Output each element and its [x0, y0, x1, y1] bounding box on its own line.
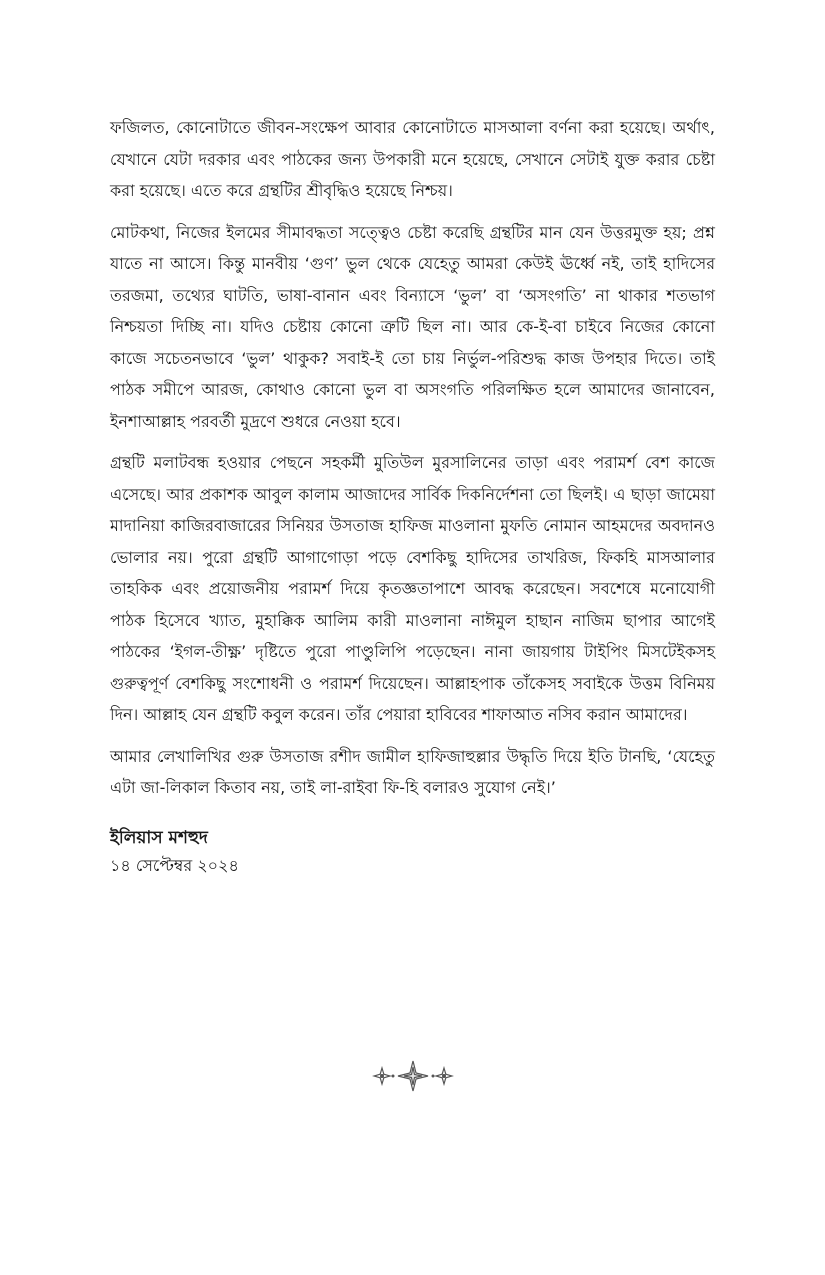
paragraph-3: গ্রন্থটি মলাটবন্ধ হওয়ার পেছনে সহকর্মী মুতিউল মুরসালিনের তাড়া এবং পরামর্শ বেশ কাজে এসেছে। আর প্রকাশক আবুল কালাম আজাদের সার্বিক দিকনির্দেশনা তো ছিলই। এ ছাড়া জামেয়া মাদানিয়া কাজিরবাজারের সিনিয়র উসতাজ হাফিজ মাওলানা মুফতি নোমান আহমদের অবদানও ভোলার নয়। পুরো গ্রন্থটি আগাগোড়া পড়ে বেশকিছু হাদিসের তাখরিজ, ফিকহি মাসআলার তাহকিক এবং প্রয়োজনীয় পরামর্শ দিয়ে কৃতজ্ঞতাপাশে আবদ্ধ করেছেন। সবশেষে মনোযোগী পাঠক হিসেবে খ্যাত, মুহাক্কিক আলিম কারী মাওলানা নাঈমুল হাছান নাজিম ছাপার আগেই পাঠকের ‘ইগল-তীক্ষ্ণ’ দৃষ্টিতে পুরো পাণ্ডুলিপি পড়েছেন। নানা জায়গায় টাইপিং মিসটেইকসহ গুরুত্বপূর্ণ বেশকিছু সংশোধনী ও পরামর্শ দিয়েছেন। আল্লাহপাক তাঁকেসহ সবাইকে উত্তম বিনিময় দিন। আল্লাহ যেন গ্রন্থটি কবুল করেন। তাঁর পেয়ারা হাবিবের শাফাআত নসিব করান আমাদের।	[110, 453, 715, 724]
paragraph-1: ফজিলত, কোনোটাতে জীবন-সংক্ষেপ আবার কোনোটাতে মাসআলা বর্ণনা করা হয়েছে। অর্থাৎ, যেখানে যেটা দরকার এবং পাঠকের জন্য উপকারী মনে হয়েছে, সেখানে সেটাই যুক্ত করার চেষ্টা করা হয়েছে। এতে করে গ্রন্থটির শ্রীবৃদ্ধিও হয়েছে নিশ্চয়।	[110, 118, 715, 200]
author-name: ইলিয়াস মশহুদ	[110, 827, 208, 848]
paragraph-2: মোটকথা, নিজের ইলমের সীমাবদ্ধতা সত্ত্বেও চেষ্টা করেছি গ্রন্থটির মান যেন উত্তরমুক্ত হয়; প্রশ্ন যাতে না আসে। কিন্তু মানবীয় ‘গুণ’ ভুল থেকে যেহেতু আমরা কেউই ঊর্ধ্বে নই, তাই হাদিসের তরজমা, তথ্যের ঘাটতি, ভাষা-বানান এবং বিন্যাসে ‘ভুল’ বা ‘অসংগতি’ না থাকার শতভাগ নিশ্চয়তা দিচ্ছি না। যদিও চেষ্টায় কোনো ত্রুটি ছিল না। আর কে-ই-বা চাইবে নিজের কোনো কাজে সচেতনভাবে ‘ভুল’ থাকুক? সবাই-ই তো চায় নির্ভুল-পরিশুদ্ধ কাজ উপহার দিতে। তাই পাঠক সমীপে আরজ, কোথাও কোনো ভুল বা অসংগতি পরিলক্ষিত হলে আমাদের জানাবেন, ইনশাআল্লাহ পরবর্তী মুদ্রণে শুধরে নেওয়া হবে।	[110, 222, 715, 431]
diamond-star-ornament-icon	[372, 1058, 454, 1094]
signature-date: ১৪ সেপ্টেম্বর ২০২৪	[110, 855, 239, 875]
paragraph-4: আমার লেখালিখির গুরু উসতাজ রশীদ জামীল হাফিজাহুল্লার উদ্ধৃতি দিয়ে ইতি টানছি, ‘যেহেতু এটা জা-লিকাল কিতাব নয়, তাই লা-রাইবা ফি-হি বলারও সুযোগ নেই।’	[110, 746, 715, 797]
page-body	[110, 112, 715, 880]
signature-block	[110, 824, 715, 880]
